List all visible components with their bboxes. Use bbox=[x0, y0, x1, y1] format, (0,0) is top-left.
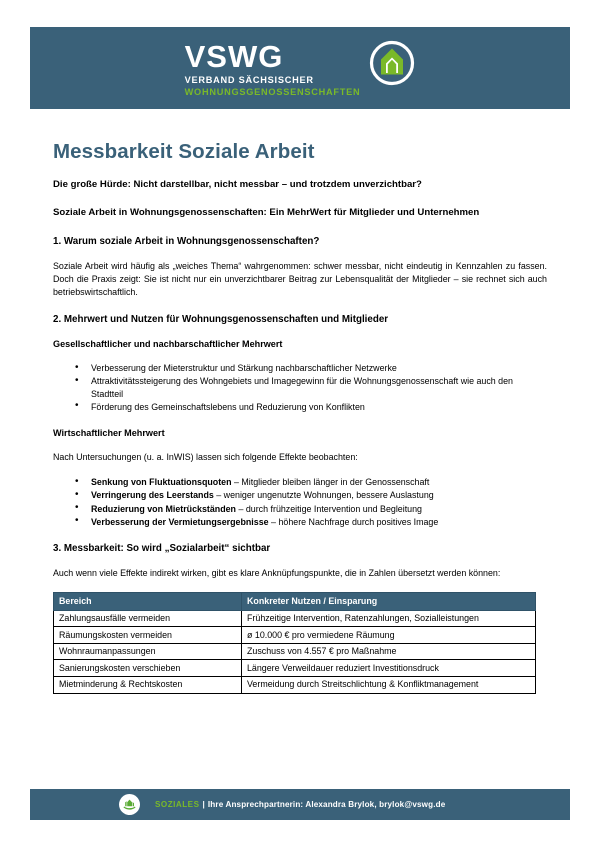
list-item bbox=[91, 516, 547, 529]
table-cell-bereich: Sanierungskosten verschieben bbox=[54, 660, 242, 677]
soziales-glyph-icon bbox=[122, 797, 137, 812]
list-item-label: Reduzierung von Mietrückständen bbox=[91, 503, 236, 514]
list-item-detail: – höhere Nachfrage durch positives Image bbox=[268, 516, 439, 527]
table-header-row bbox=[54, 593, 536, 611]
list-item: • Förderung des Gemeinschaftslebens und Reduzierung von Konflikten bbox=[91, 401, 547, 414]
soziales-badge-icon bbox=[119, 794, 140, 815]
table-cell-bereich: Zahlungsausfälle vermeiden bbox=[54, 610, 242, 627]
header-banner bbox=[30, 27, 570, 109]
list-item bbox=[91, 489, 547, 502]
section-2-sub2-heading: Wirtschaftlicher Mehrwert bbox=[53, 428, 165, 439]
table-row bbox=[54, 677, 536, 694]
list-item-detail: – Mitglieder bleiben länger in der Genossenschaft bbox=[231, 477, 430, 488]
logo-text-block bbox=[185, 39, 361, 98]
table-cell-bereich: Mietminderung & Rechtskosten bbox=[54, 677, 242, 694]
list-item-label: Senkung von Fluktuationsquoten bbox=[91, 477, 232, 488]
section-3-heading: 3. Messbarkeit: So wird „Sozialarbeit“ sichtbar bbox=[53, 543, 271, 555]
table-cell-nutzen: Längere Verweildauer reduziert Investitionsdruck bbox=[242, 660, 536, 677]
logo-subtitle-line1: VERBAND SÄCHSISCHER bbox=[184, 74, 314, 85]
footer-contact: Ihre Ansprechpartnerin: Alexandra Brylok, brylok@vswg.de bbox=[207, 800, 446, 809]
table-cell-bereich: Wohnraumanpassungen bbox=[54, 643, 242, 660]
page-title: Messbarkeit Soziale Arbeit bbox=[53, 140, 315, 163]
list-item: • Verbesserung der Mieterstruktur und Stärkung nachbarschaftlicher Netzwerke bbox=[91, 362, 547, 375]
list-item-label: Verringerung des Leerstands bbox=[91, 490, 214, 501]
table-cell-nutzen: Zuschuss von 4.557 € pro Maßnahme bbox=[242, 643, 536, 660]
footer-tag: SOZIALES bbox=[155, 800, 200, 809]
table-header-bereich: Bereich bbox=[54, 593, 242, 611]
list-item-label: Verbesserung der Vermietungsergebnisse bbox=[91, 516, 269, 527]
list-item bbox=[91, 503, 547, 516]
benefits-table bbox=[53, 592, 536, 693]
vswg-logo bbox=[185, 39, 416, 98]
table-row bbox=[54, 627, 536, 644]
document-content bbox=[53, 140, 547, 694]
table-body bbox=[54, 610, 536, 693]
footer-separator: | bbox=[202, 800, 205, 809]
section-3-paragraph: Auch wenn viele Effekte indirekt wirken, gibt es klare Anknüpfungspunkte, die in Zahlen übersetzt werden können: bbox=[53, 568, 501, 579]
table-row bbox=[54, 610, 536, 627]
section-2-sub1-bullet-list bbox=[53, 362, 547, 413]
section-2-heading: 2. Mehrwert und Nutzen für Wohnungsgenossenschaften und Mitglieder bbox=[53, 314, 389, 325]
list-item bbox=[91, 476, 547, 489]
table-cell-bereich: Räumungskosten vermeiden bbox=[54, 627, 242, 644]
logo-subtitle-line2: WOHNUNGSGENOSSENSCHAFTEN bbox=[184, 86, 361, 97]
list-item-detail: – durch frühzeitige Intervention und Begleitung bbox=[235, 503, 422, 514]
house-in-circle-icon bbox=[369, 40, 415, 86]
footer-banner bbox=[30, 789, 570, 820]
section-1-heading: 1. Warum soziale Arbeit in Wohnungsgenossenschaften? bbox=[53, 236, 320, 247]
table-header-nutzen: Konkreter Nutzen / Einsparung bbox=[242, 593, 536, 611]
section-1-paragraph: Soziale Arbeit wird häufig als „weiches Thema“ wahrgenommen: schwer messbar, nicht eindeutig in Kennzahlen zu fassen. Doch die Praxis zeigt: Sie ist nicht nur ein unverzichtbarer Beitrag zur Lebensqualität der Mitglieder – sie rechnet sich auch betriebswirtschaftlich. bbox=[53, 261, 547, 297]
section-2-sub2-intro: Nach Untersuchungen (u. a. InWIS) lassen sich folgende Effekte beobachten: bbox=[53, 452, 358, 463]
section-2-sub2-bullet-list bbox=[53, 476, 547, 528]
footer-text bbox=[155, 800, 445, 809]
lead-question: Die große Hürde: Nicht darstellbar, nicht messbar – und trotzdem unverzichtbar? bbox=[53, 179, 422, 190]
table-row bbox=[54, 643, 536, 660]
list-item-detail: – weniger ungenutzte Wohnungen, bessere Auslastung bbox=[213, 490, 434, 501]
list-item: • Attraktivitätssteigerung des Wohngebiets und Imagegewinn für die Wohnungsgenossenschaft wie auch den Stadtteil bbox=[91, 375, 547, 400]
table-row bbox=[54, 660, 536, 677]
logo-wordmark: VSWG bbox=[184, 38, 284, 74]
table-cell-nutzen: Vermeidung durch Streitschlichtung & Konfliktmanagement bbox=[242, 677, 536, 694]
lead-subtitle: Soziale Arbeit in Wohnungsgenossenschaften: Ein MehrWert für Mitglieder und Unternehmen bbox=[53, 207, 480, 218]
table-cell-nutzen: ø 10.000 € pro vermiedene Räumung bbox=[242, 627, 536, 644]
section-2-sub1-heading: Gesellschaftlicher und nachbarschaftlicher Mehrwert bbox=[53, 339, 283, 349]
table-cell-nutzen: Frühzeitige Intervention, Ratenzahlungen, Sozialleistungen bbox=[242, 610, 536, 627]
